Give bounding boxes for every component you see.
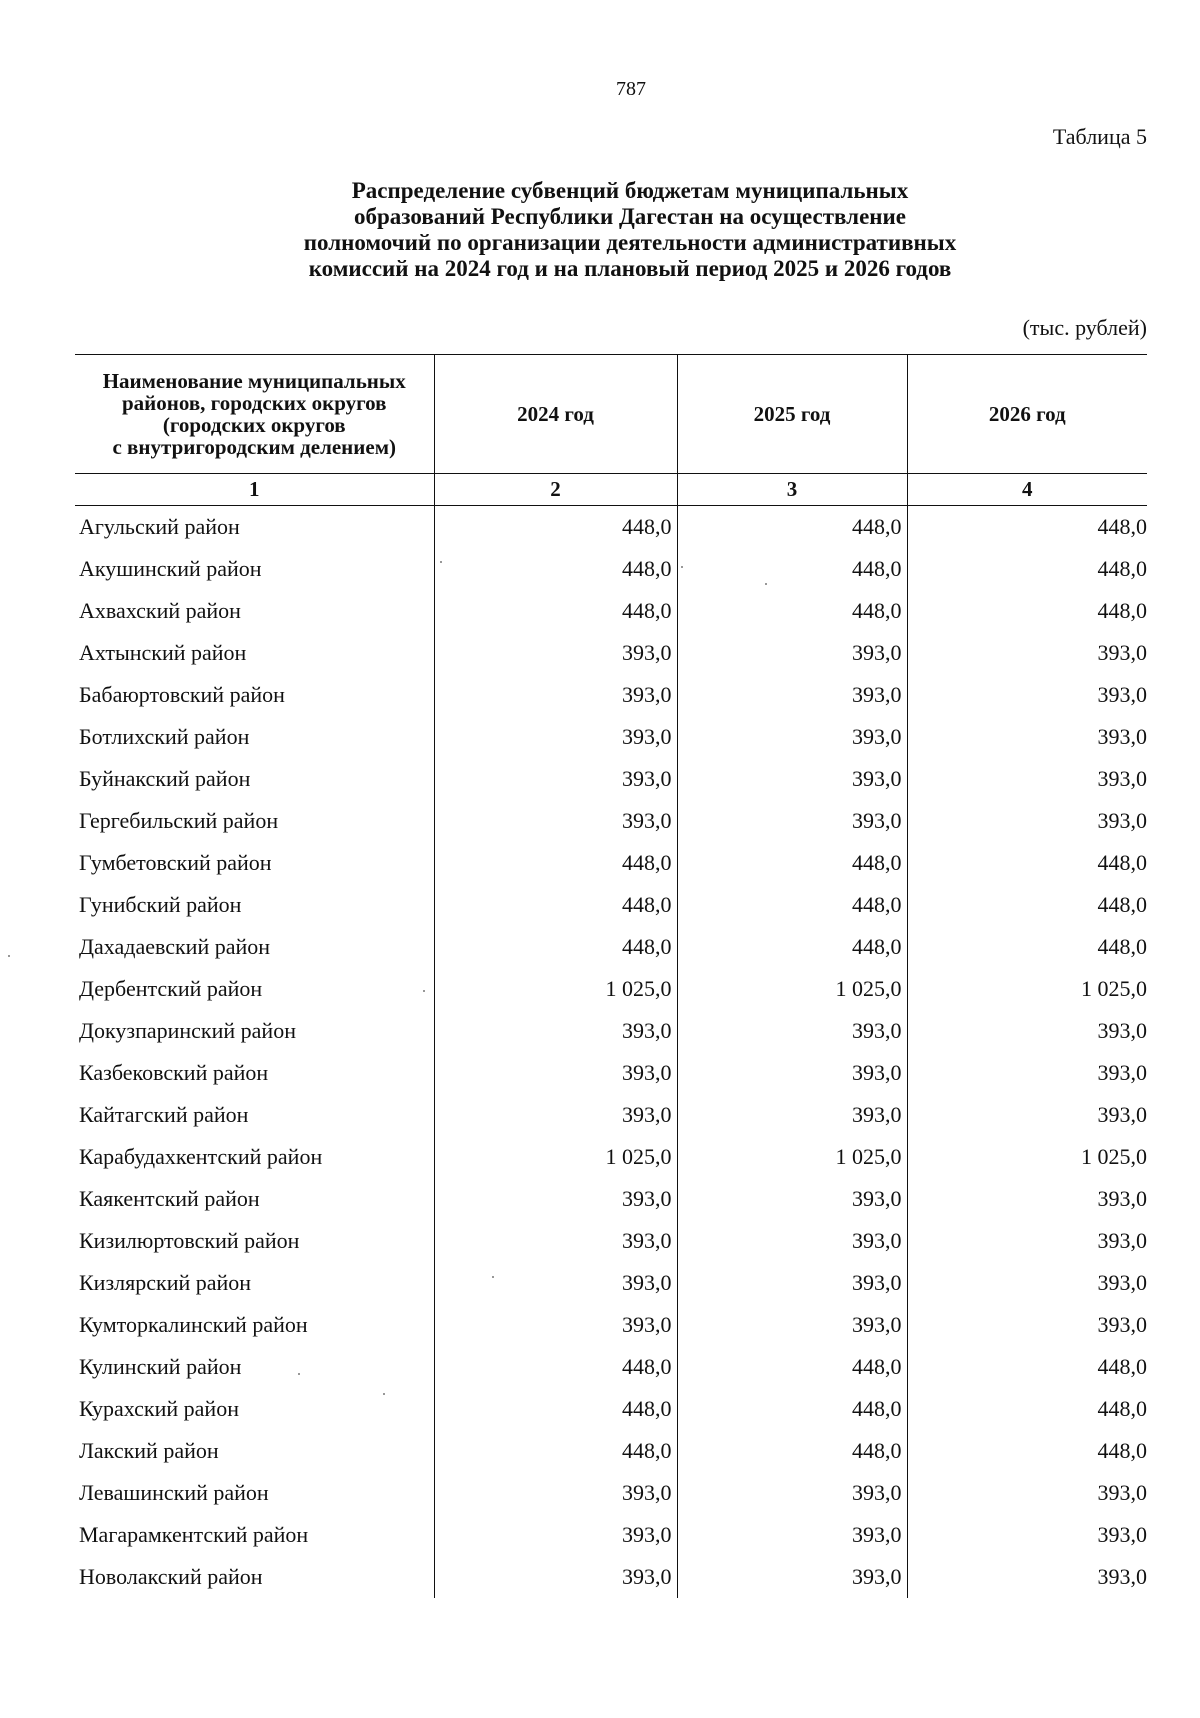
table-row (75, 842, 1147, 884)
value-2025: 448,0 (677, 548, 907, 590)
municipality-name: Гергебильский район (79, 808, 279, 833)
table-row (75, 1430, 1147, 1472)
value-2026: 393,0 (907, 716, 1147, 758)
table-row (75, 1094, 1147, 1136)
municipality-name: Магарамкентский район (79, 1522, 309, 1547)
value-2024: 393,0 (434, 716, 677, 758)
value-2025: 393,0 (677, 800, 907, 842)
municipality-name: Каякентский район (79, 1186, 260, 1211)
value-2024: 1 025,0 (434, 968, 677, 1010)
value-2025: 393,0 (677, 1514, 907, 1556)
value-2024: 448,0 (434, 506, 677, 549)
table-row (75, 968, 1147, 1010)
title-line: образований Республики Дагестан на осуществление (354, 204, 906, 229)
value-2026: 393,0 (907, 1220, 1147, 1262)
municipality-name: Казбековский район (79, 1060, 269, 1085)
value-2024: 393,0 (434, 1052, 677, 1094)
value-2024: 393,0 (434, 1178, 677, 1220)
table-row (75, 506, 1147, 549)
municipality-name: Курахский район (79, 1396, 239, 1421)
scan-speck (298, 1373, 300, 1375)
value-2026: 393,0 (907, 758, 1147, 800)
municipality-name: Ахвахский район (79, 598, 241, 623)
value-2026: 393,0 (907, 674, 1147, 716)
value-2024: 393,0 (434, 1094, 677, 1136)
table-row (75, 1304, 1147, 1346)
subvention-table (75, 354, 1147, 1598)
value-2026: 448,0 (907, 1346, 1147, 1388)
value-2026: 1 025,0 (907, 968, 1147, 1010)
value-2025: 448,0 (677, 506, 907, 549)
municipality-name: Кизилюртовский район (79, 1228, 300, 1253)
value-2025: 448,0 (677, 1430, 907, 1472)
table-row (75, 1052, 1147, 1094)
table-row (75, 1472, 1147, 1514)
value-2026: 393,0 (907, 1262, 1147, 1304)
value-2025: 393,0 (677, 716, 907, 758)
value-2026: 448,0 (907, 590, 1147, 632)
value-2025: 393,0 (677, 1094, 907, 1136)
table-row (75, 1556, 1147, 1598)
value-2024: 448,0 (434, 1346, 677, 1388)
column-number: 4 (907, 474, 1147, 506)
municipality-name: Кизлярский район (79, 1270, 252, 1295)
header-municipality-name: Наименование муниципальных районов, городских округов (городских округов с внутригородским делением) (75, 355, 434, 474)
value-2025: 393,0 (677, 1052, 907, 1094)
value-2024: 393,0 (434, 632, 677, 674)
value-2025: 448,0 (677, 1388, 907, 1430)
value-2026: 448,0 (907, 926, 1147, 968)
value-2024: 393,0 (434, 674, 677, 716)
value-2025: 1 025,0 (677, 968, 907, 1010)
table-row (75, 590, 1147, 632)
value-2024: 448,0 (434, 842, 677, 884)
value-2025: 393,0 (677, 758, 907, 800)
table-row (75, 884, 1147, 926)
municipality-name: Ботлихский район (79, 724, 250, 749)
value-2026: 393,0 (907, 1052, 1147, 1094)
scan-speck (8, 955, 10, 957)
table-row (75, 926, 1147, 968)
municipality-name: Карабудахкентский район (79, 1144, 323, 1169)
value-2025: 393,0 (677, 1220, 907, 1262)
header-year-2026: 2026 год (907, 355, 1147, 474)
value-2026: 393,0 (907, 1304, 1147, 1346)
table-row (75, 548, 1147, 590)
title-line: Распределение субвенций бюджетам муниципальных (351, 178, 909, 203)
municipality-name: Лакский район (79, 1438, 219, 1463)
municipality-name: Дахадаевский район (79, 934, 271, 959)
column-numbers-row (75, 474, 1147, 506)
value-2024: 448,0 (434, 548, 677, 590)
table-row (75, 674, 1147, 716)
column-number: 3 (677, 474, 907, 506)
value-2025: 448,0 (677, 926, 907, 968)
value-2025: 1 025,0 (677, 1136, 907, 1178)
page-number: 787 (616, 78, 646, 100)
municipality-name: Новолакский район (79, 1564, 263, 1589)
value-2026: 393,0 (907, 632, 1147, 674)
value-2026: 448,0 (907, 1430, 1147, 1472)
municipality-name: Дербентский район (79, 976, 263, 1001)
value-2026: 1 025,0 (907, 1136, 1147, 1178)
value-2024: 393,0 (434, 1262, 677, 1304)
value-2024: 448,0 (434, 1430, 677, 1472)
value-2025: 393,0 (677, 1556, 907, 1598)
table-row (75, 1010, 1147, 1052)
municipality-name: Бабаюртовский район (79, 682, 285, 707)
value-2025: 448,0 (677, 590, 907, 632)
value-2024: 393,0 (434, 1010, 677, 1052)
municipality-name: Ахтынский район (79, 640, 247, 665)
value-2025: 448,0 (677, 842, 907, 884)
value-2025: 393,0 (677, 1178, 907, 1220)
value-2024: 448,0 (434, 926, 677, 968)
table-row (75, 800, 1147, 842)
table-row (75, 1220, 1147, 1262)
value-2026: 448,0 (907, 842, 1147, 884)
scan-speck (383, 1393, 385, 1395)
scan-speck (681, 566, 683, 568)
value-2025: 393,0 (677, 1472, 907, 1514)
value-2026: 393,0 (907, 1472, 1147, 1514)
value-2024: 448,0 (434, 1388, 677, 1430)
value-2025: 448,0 (677, 1346, 907, 1388)
value-2024: 448,0 (434, 884, 677, 926)
value-2024: 393,0 (434, 1220, 677, 1262)
table-row (75, 1346, 1147, 1388)
scan-speck (423, 990, 425, 992)
value-2024: 1 025,0 (434, 1136, 677, 1178)
municipality-name: Буйнакский район (79, 766, 251, 791)
value-2024: 448,0 (434, 590, 677, 632)
document-title (230, 178, 1030, 282)
value-2024: 393,0 (434, 1472, 677, 1514)
table-row (75, 632, 1147, 674)
value-2024: 393,0 (434, 1556, 677, 1598)
title-line: полномочий по организации деятельности административных (303, 230, 957, 255)
title-line: комиссий на 2024 год и на плановый период 2025 и 2026 годов (308, 256, 952, 281)
value-2026: 393,0 (907, 1514, 1147, 1556)
table-row (75, 1136, 1147, 1178)
table-body (75, 506, 1147, 1599)
column-number: 1 (75, 474, 434, 506)
scan-speck (765, 583, 767, 585)
scan-speck (440, 561, 442, 563)
value-2024: 393,0 (434, 1514, 677, 1556)
table-row (75, 1178, 1147, 1220)
table-row (75, 758, 1147, 800)
header-year-2025: 2025 год (677, 355, 907, 474)
value-2026: 393,0 (907, 1556, 1147, 1598)
table-row (75, 1388, 1147, 1430)
municipality-name: Гумбетовский район (79, 850, 272, 875)
value-2024: 393,0 (434, 758, 677, 800)
value-2026: 393,0 (907, 1178, 1147, 1220)
value-2025: 393,0 (677, 1262, 907, 1304)
table-row (75, 1262, 1147, 1304)
municipality-name: Агульский район (79, 514, 240, 539)
municipality-name: Левашинский район (79, 1480, 269, 1505)
value-2026: 448,0 (907, 548, 1147, 590)
value-2026: 393,0 (907, 800, 1147, 842)
table-header-row (75, 355, 1147, 474)
units-label: (тыс. рублей) (1022, 315, 1147, 340)
municipality-name: Кулинский район (79, 1354, 242, 1379)
value-2024: 393,0 (434, 1304, 677, 1346)
municipality-name: Гунибский район (79, 892, 242, 917)
value-2025: 393,0 (677, 1304, 907, 1346)
table-label: Таблица 5 (1052, 124, 1147, 149)
value-2026: 393,0 (907, 1010, 1147, 1052)
municipality-name: Кумторкалинский район (79, 1312, 308, 1337)
table-row (75, 716, 1147, 758)
table-row (75, 1514, 1147, 1556)
value-2026: 393,0 (907, 1094, 1147, 1136)
value-2025: 393,0 (677, 674, 907, 716)
value-2025: 393,0 (677, 1010, 907, 1052)
municipality-name: Акушинский район (79, 556, 262, 581)
value-2024: 393,0 (434, 800, 677, 842)
value-2026: 448,0 (907, 1388, 1147, 1430)
value-2025: 448,0 (677, 884, 907, 926)
value-2026: 448,0 (907, 884, 1147, 926)
scan-speck (492, 1276, 494, 1278)
header-year-2024: 2024 год (434, 355, 677, 474)
value-2025: 393,0 (677, 632, 907, 674)
column-number: 2 (434, 474, 677, 506)
value-2026: 448,0 (907, 506, 1147, 549)
municipality-name: Кайтагский район (79, 1102, 249, 1127)
municipality-name: Докузпаринский район (79, 1018, 296, 1043)
